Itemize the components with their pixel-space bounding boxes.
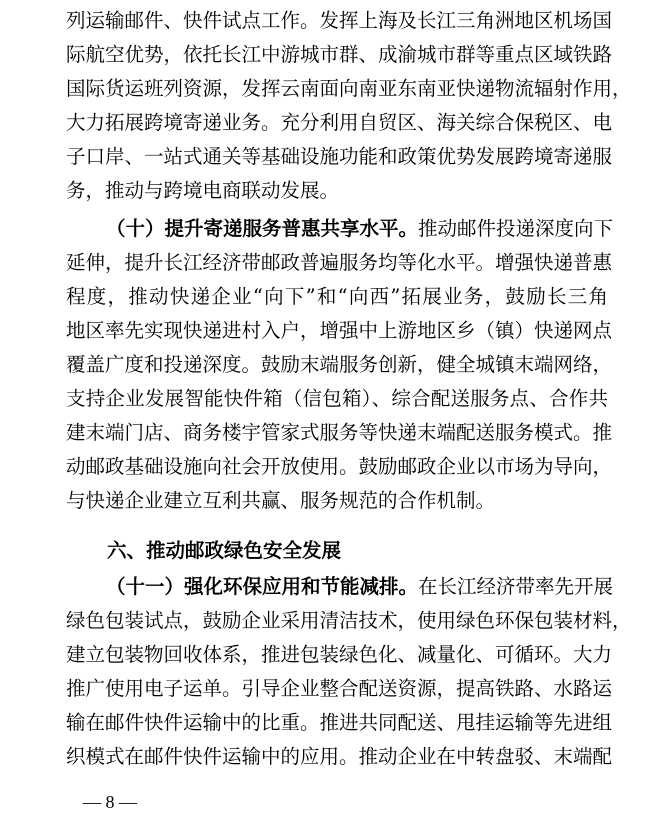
paragraph-3-line-4: 推广使用电子运单。引导企业整合配送资源，提高铁路、水路运: [66, 677, 613, 700]
paragraph-2-line-6: 支持企业发展智能快件箱（信包箱）、综合配送服务点、合作共: [66, 387, 608, 410]
paragraph-1-line-3: 国际货运班列资源，发挥云南面向南亚东南亚快递物流辐射作用，: [66, 77, 632, 100]
section-6-title: 六、推动邮政绿色安全发展: [107, 539, 342, 562]
paragraph-2-heading: （十）提升寄递服务普惠共享水平。: [106, 217, 419, 240]
paragraph-2-first-line-text: 推动邮件投递深度向下: [418, 217, 614, 240]
paragraph-3-line-3: 建立包装物回收体系，推进包装绿色化、减量化、可循环。大力: [66, 643, 613, 666]
paragraph-1-line-5: 子口岸、一站式通关等基础设施功能和政策优势发展跨境寄递服: [66, 145, 613, 168]
paragraph-1-line-4: 大力拓展跨境寄递业务。充分利用自贸区、海关综合保税区、电: [66, 111, 613, 134]
paragraph-2-line-2: 延伸，提升长江经济带邮政普遍服务均等化水平。增强快递普惠: [66, 251, 613, 274]
paragraph-2-first-line: [106, 212, 614, 246]
paragraph-1-line-2: 际航空优势，依托长江中游城市群、成渝城市群等重点区域铁路: [66, 43, 613, 66]
paragraph-2-line-5: 覆盖广度和投递深度。鼓励末端服务创新，健全城镇末端网络，: [66, 353, 613, 376]
paragraph-2-line-8: 动邮政基础设施向社会开放使用。鼓励邮政企业以市场为导向，: [66, 455, 613, 478]
paragraph-2-line-7: 建末端门店、商务楼宇管家式服务等快递末端配送服务模式。推: [66, 421, 613, 444]
paragraph-3-first-line-text: 在长江经济带率先开展: [418, 575, 614, 598]
paragraph-2-line-9: 与快递企业建立互利共赢、服务规范的合作机制。: [66, 489, 496, 512]
paragraph-2-line-3: 程度，推动快递企业“向下”和“向西”拓展业务，鼓励长三角: [66, 285, 608, 308]
paragraph-3-line-2: 绿色包装试点，鼓励企业采用清洁技术，使用绿色环保包装材料，: [66, 609, 632, 632]
paragraph-1-line-1: 列运输邮件、快件试点工作。发挥上海及长江三角洲地区机场国: [66, 9, 613, 32]
page-number: — 8 —: [83, 792, 137, 812]
paragraph-3-line-6: 织模式在邮件快件运输中的应用。推动企业在中转盘驳、末端配: [66, 745, 613, 768]
paragraph-3-heading: （十一）强化环保应用和节能减排。: [106, 575, 419, 598]
paragraph-1-line-6: 务，推动与跨境电商联动发展。: [66, 179, 340, 202]
paragraph-3-first-line: [106, 570, 614, 604]
paragraph-2-line-4: 地区率先实现快递进村入户，增强中上游地区乡（镇）快递网点: [66, 319, 613, 342]
paragraph-3-line-5: 输在邮件快件运输中的比重。推进共同配送、甩挂运输等先进组: [66, 711, 613, 734]
